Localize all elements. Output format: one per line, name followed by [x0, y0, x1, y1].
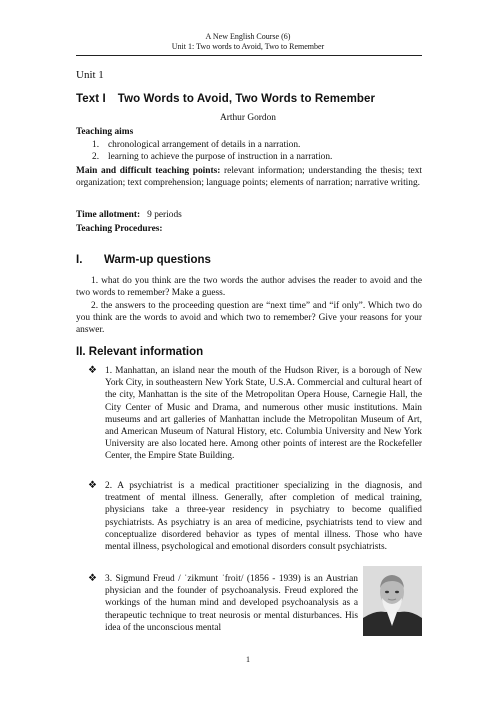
page-number: 1 — [246, 655, 250, 664]
main-points-label: Main and difficult teaching points: — [76, 166, 221, 176]
main-points-text: relevant information; understanding the thesis; text organization; text comprehension; language points; elements of narration; narrative writing. — [76, 166, 423, 189]
unit-label: Unit 1 — [76, 69, 104, 81]
info-item-text: 1. Manhattan, an island near the mouth of the Hudson River, is a borough of New York City, in southeastern New York State, U.S.A. Commercial and cultural heart of the city, Manhattan is the site of the Metropolitan Opera House, Carnegie Hall, the City Center of Music and Drama, and numerous other music institutions. Main museums and art galleries of Manhattan include the Metropolitan Museum of Art, and American Museum of Natural History, etc. Columbia University and New York University are also located here. Among other points of interest are the Rockefeller Center, the Empire State Building. — [105, 366, 422, 462]
author-name: Arthur Gordon — [220, 113, 276, 123]
text-number: Text I — [76, 93, 106, 105]
info-item-freud — [88, 573, 358, 634]
aim-number: 1. — [92, 140, 100, 150]
teaching-aim-item — [92, 152, 332, 162]
text-title: Two Words to Avoid, Two Words to Remember — [117, 93, 376, 105]
time-allotment-label: Time allotment: — [76, 210, 141, 220]
info-item-manhattan — [88, 365, 422, 463]
freud-portrait-photo — [363, 566, 422, 636]
warm-up-question-1: 1. what do you think are the two words the author advises the reader to avoid and the two words to remember? Make a guess. — [76, 276, 422, 299]
time-allotment-value: 9 periods — [147, 210, 182, 220]
section-number: I. — [76, 254, 83, 266]
aim-text: chronological arrangement of details in a narration. — [108, 140, 301, 150]
diamond-bullet-icon: ❖ — [88, 573, 97, 584]
section-warm-up-heading — [76, 254, 211, 266]
section-relevant-info-heading: II. Relevant information — [76, 346, 204, 358]
main-teaching-points — [76, 165, 422, 189]
time-allotment — [76, 210, 182, 220]
header-divider — [76, 55, 422, 56]
running-header-book-title: A New English Course (6) — [205, 32, 291, 41]
warm-up-question-2: 2. the answers to the proceeding question are “next time” and “if only”. Which two do you think are the words to avoid and which two to remember? Give your reasons for your answer. — [76, 301, 422, 336]
diamond-bullet-icon: ❖ — [88, 480, 97, 491]
diamond-bullet-icon: ❖ — [88, 365, 97, 376]
aim-number: 2. — [92, 152, 100, 162]
info-item-text: 2. A psychiatrist is a medical practitioner specializing in the diagnosis, and treatment of mental illness. Generally, after completion of medical training, physicians take a three-year residency in psychiatry to become qualified psychiatrists. As psychiatry is an area of medicine, psychiatrists tend to view and conceptualize disordered behavior as types of mental illness. Those who have mental illness, psychological and emotional disorders consult psychiatrists. — [105, 481, 422, 553]
aim-text: learning to achieve the purpose of instruction in a narration. — [108, 152, 333, 162]
section-title: Warm-up questions — [104, 254, 211, 266]
running-header-unit-title: Unit 1: Two words to Avoid, Two to Remember — [171, 42, 325, 51]
teaching-procedures-heading: Teaching Procedures: — [76, 224, 163, 234]
info-item-text: 3. Sigmund Freud / ˈzikmunt ˈfroit/ (1856 - 1939) is an Austrian physician and the founder of psychoanalysis. Freud explored the workings of the human mind and developed psychoanalysis as a therapeutic technique to treat neurosis or mental disturbances. His idea of the unconscious mental — [105, 574, 358, 633]
text-heading — [76, 93, 375, 105]
info-item-psychiatrist — [88, 480, 422, 553]
teaching-aims-heading: Teaching aims — [76, 127, 134, 137]
teaching-aim-item — [92, 140, 300, 150]
